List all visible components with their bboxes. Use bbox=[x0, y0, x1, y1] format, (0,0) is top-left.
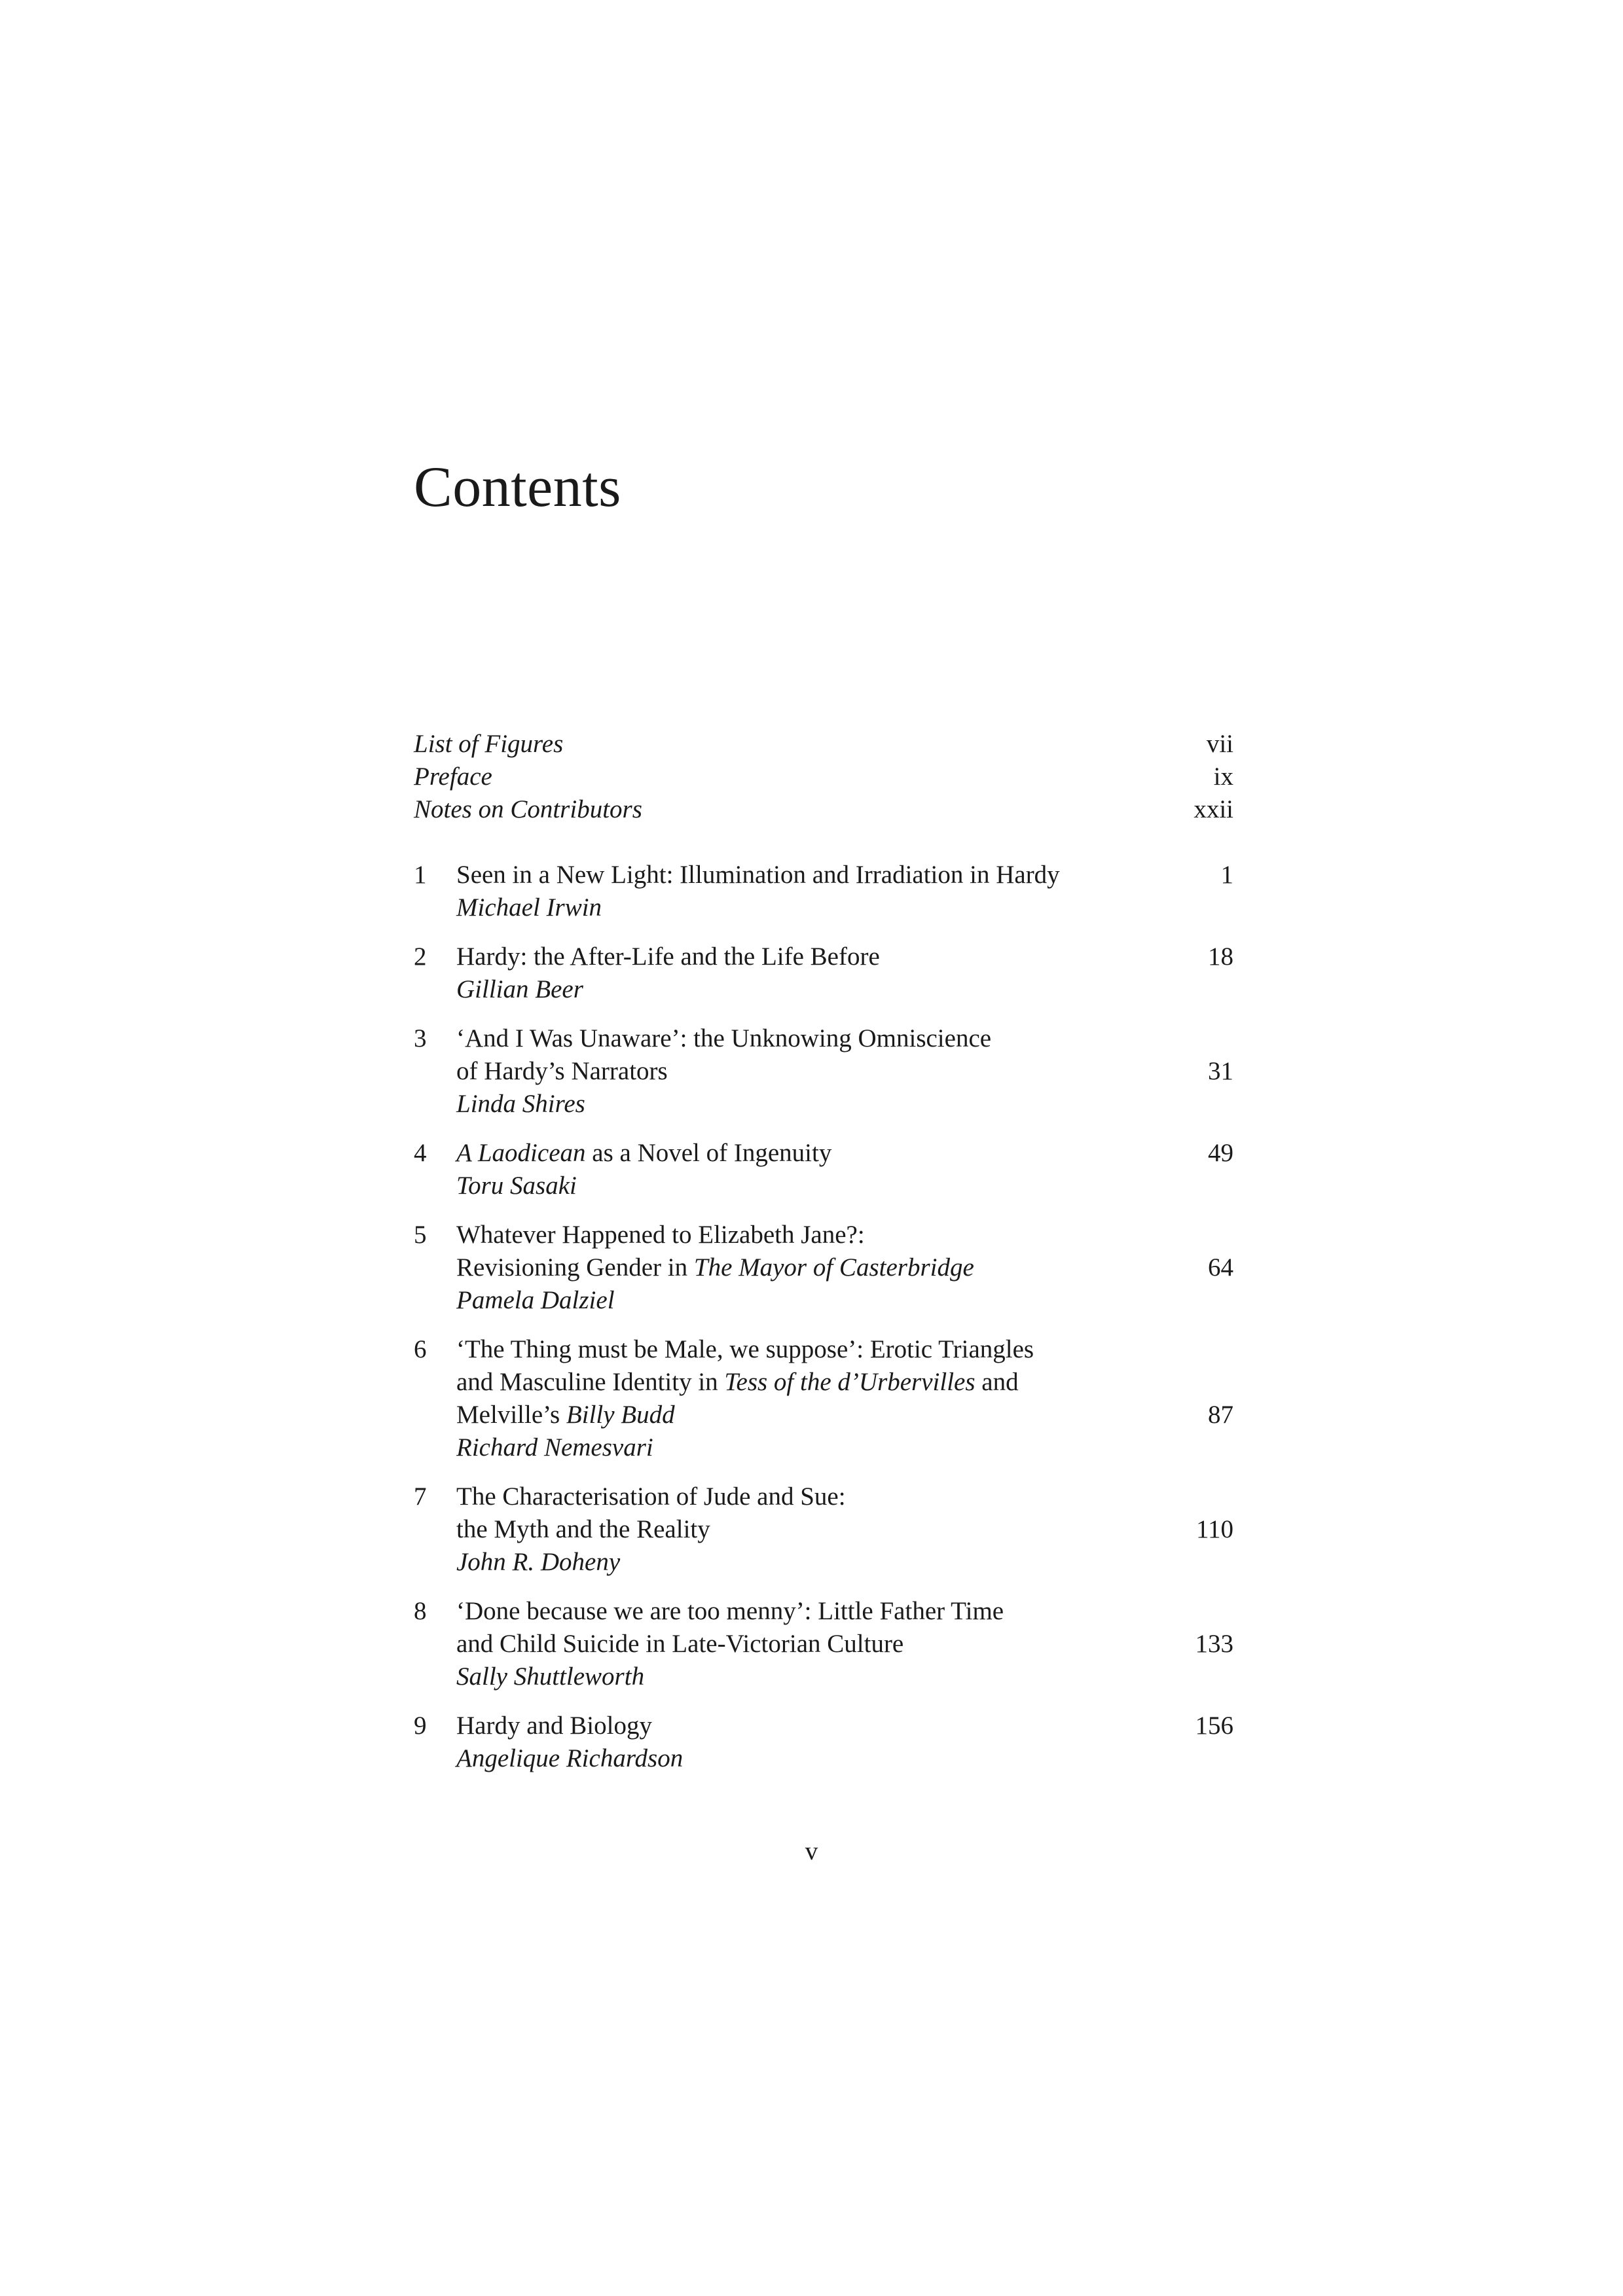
chapter-entry[interactable] bbox=[414, 1333, 1233, 1464]
chapter-author: Richard Nemesvari bbox=[456, 1433, 653, 1462]
chapter-title-line bbox=[456, 1333, 1233, 1366]
chapter-page-number bbox=[1181, 1022, 1233, 1055]
chapter-title-text bbox=[456, 1055, 668, 1088]
title-segment: ‘And I Was Unaware’: the Unknowing Omniscience bbox=[456, 1024, 992, 1052]
chapter-page-number bbox=[1181, 1595, 1233, 1628]
chapter-author: Pamela Dalziel bbox=[456, 1286, 615, 1314]
page-title: Contents bbox=[414, 456, 621, 519]
chapter-body bbox=[456, 1710, 1233, 1775]
chapter-page-number: 18 bbox=[1208, 942, 1233, 971]
chapter-page-number: 133 bbox=[1195, 1630, 1233, 1658]
chapter-page-number bbox=[1181, 1333, 1233, 1366]
chapter-title-text bbox=[456, 1219, 865, 1251]
chapter-title-line bbox=[456, 859, 1233, 891]
chapter-title-text bbox=[456, 1480, 846, 1513]
chapter-entry[interactable] bbox=[414, 1710, 1233, 1775]
chapter-page-number: 110 bbox=[1195, 1515, 1233, 1543]
chapter-page-number: 64 bbox=[1208, 1253, 1233, 1282]
page-number: v bbox=[805, 1837, 818, 1865]
chapter-title-line bbox=[456, 1710, 1233, 1742]
chapter-title-text bbox=[456, 1595, 1004, 1628]
entry-title: Notes on Contributors bbox=[414, 795, 642, 823]
chapter-title-text bbox=[456, 941, 880, 973]
chapter-body bbox=[456, 1137, 1233, 1202]
chapter-entry[interactable] bbox=[414, 859, 1233, 924]
entry-title: Preface bbox=[414, 762, 492, 791]
chapter-number: 4 bbox=[414, 1139, 427, 1167]
chapter-page-number: 1 bbox=[1220, 861, 1233, 889]
chapter-title-text bbox=[456, 1366, 1019, 1399]
chapter-body bbox=[456, 1480, 1233, 1579]
chapter-author: Michael Irwin bbox=[456, 893, 602, 922]
chapter-title-text bbox=[456, 859, 1060, 891]
title-segment: Seen in a New Light: Illumination and Irradiation in Hardy bbox=[456, 861, 1060, 889]
chapter-title-line bbox=[456, 1366, 1233, 1399]
chapter-title-text bbox=[456, 1137, 831, 1170]
chapter-body bbox=[456, 1333, 1233, 1464]
title-segment: and Masculine Identity in bbox=[456, 1368, 725, 1396]
chapter-author: Sally Shuttleworth bbox=[456, 1662, 645, 1691]
chapter-body bbox=[456, 1219, 1233, 1317]
table-of-contents bbox=[414, 728, 1233, 1791]
entry-title: List of Figures bbox=[414, 730, 564, 758]
chapter-entry[interactable] bbox=[414, 1137, 1233, 1202]
front-matter-entry[interactable] bbox=[414, 761, 1233, 793]
chapter-page-number: 31 bbox=[1208, 1057, 1233, 1085]
chapter-title-text bbox=[456, 1022, 991, 1055]
chapter-title-text bbox=[456, 1333, 1034, 1366]
chapter-title-line bbox=[456, 1251, 1233, 1284]
chapter-title-line bbox=[456, 1219, 1233, 1251]
title-segment: Whatever Happened to Elizabeth Jane?: bbox=[456, 1221, 865, 1249]
chapter-title-text bbox=[456, 1628, 903, 1660]
chapter-title-text bbox=[456, 1710, 652, 1742]
italic-title-segment: The Mayor of Casterbridge bbox=[693, 1253, 974, 1282]
title-segment: and bbox=[975, 1368, 1019, 1396]
chapter-author: Linda Shires bbox=[456, 1090, 585, 1118]
chapter-list bbox=[414, 859, 1233, 1775]
chapter-entry[interactable] bbox=[414, 941, 1233, 1006]
chapter-page-number: 87 bbox=[1208, 1401, 1233, 1429]
title-segment: Melville’s bbox=[456, 1401, 566, 1429]
chapter-number: 1 bbox=[414, 861, 427, 889]
chapter-title-line bbox=[456, 1022, 1233, 1055]
italic-title-segment: Billy Budd bbox=[566, 1401, 675, 1429]
chapter-body bbox=[456, 859, 1233, 924]
chapter-number: 7 bbox=[414, 1482, 427, 1511]
chapter-title-line bbox=[456, 1595, 1233, 1628]
chapter-author: Toru Sasaki bbox=[456, 1172, 577, 1200]
chapter-title-line bbox=[456, 1480, 1233, 1513]
chapter-page-number bbox=[1181, 1219, 1233, 1251]
chapter-title-line bbox=[456, 941, 1233, 973]
title-segment: ‘The Thing must be Male, we suppose’: Erotic Triangles bbox=[456, 1335, 1034, 1363]
title-segment: the Myth and the Reality bbox=[456, 1515, 710, 1543]
title-segment: Revisioning Gender in bbox=[456, 1253, 694, 1282]
chapter-number: 8 bbox=[414, 1597, 427, 1625]
chapter-body bbox=[456, 1595, 1233, 1693]
chapter-page-number: 49 bbox=[1208, 1139, 1233, 1167]
chapter-title-line bbox=[456, 1137, 1233, 1170]
title-segment: The Characterisation of Jude and Sue: bbox=[456, 1482, 846, 1511]
front-matter-entry[interactable] bbox=[414, 793, 1233, 826]
front-matter-list bbox=[414, 728, 1233, 826]
chapter-entry[interactable] bbox=[414, 1595, 1233, 1693]
chapter-author: Gillian Beer bbox=[456, 975, 583, 1003]
front-matter-entry[interactable] bbox=[414, 728, 1233, 761]
chapter-page-number bbox=[1181, 1366, 1233, 1399]
chapter-entry[interactable] bbox=[414, 1219, 1233, 1317]
italic-title-segment: Tess of the d’Urbervilles bbox=[724, 1368, 976, 1396]
entry-page-number: vii bbox=[1206, 730, 1233, 758]
entry-page-number: xxii bbox=[1194, 795, 1233, 823]
title-segment: and Child Suicide in Late-Victorian Culture bbox=[456, 1630, 904, 1658]
chapter-body bbox=[456, 941, 1233, 1006]
title-segment: Hardy and Biology bbox=[456, 1712, 652, 1740]
chapter-number: 3 bbox=[414, 1024, 427, 1052]
chapter-title-line bbox=[456, 1055, 1233, 1088]
entry-page-number: ix bbox=[1213, 762, 1233, 791]
title-segment: as a Novel of Ingenuity bbox=[585, 1139, 832, 1167]
chapter-title-line bbox=[456, 1628, 1233, 1660]
chapter-title-text bbox=[456, 1251, 974, 1284]
title-segment: ‘Done because we are too menny’: Little Father Time bbox=[456, 1597, 1004, 1625]
chapter-page-number bbox=[1181, 1480, 1233, 1513]
chapter-title-text bbox=[456, 1513, 710, 1546]
chapter-author: Angelique Richardson bbox=[456, 1744, 684, 1772]
chapter-title-text bbox=[456, 1399, 675, 1431]
chapter-number: 5 bbox=[414, 1221, 427, 1249]
chapter-body bbox=[456, 1022, 1233, 1121]
chapter-number: 9 bbox=[414, 1712, 427, 1740]
chapter-title-line bbox=[456, 1513, 1233, 1546]
chapter-entry[interactable] bbox=[414, 1022, 1233, 1121]
chapter-title-line bbox=[456, 1399, 1233, 1431]
chapter-number: 6 bbox=[414, 1335, 427, 1363]
chapter-page-number: 156 bbox=[1195, 1712, 1233, 1740]
chapter-author: John R. Doheny bbox=[456, 1548, 621, 1576]
title-segment: Hardy: the After-Life and the Life Before bbox=[456, 942, 880, 971]
title-segment: of Hardy’s Narrators bbox=[456, 1057, 668, 1085]
chapter-entry[interactable] bbox=[414, 1480, 1233, 1579]
italic-title-segment: A Laodicean bbox=[456, 1139, 586, 1167]
chapter-number: 2 bbox=[414, 942, 427, 971]
